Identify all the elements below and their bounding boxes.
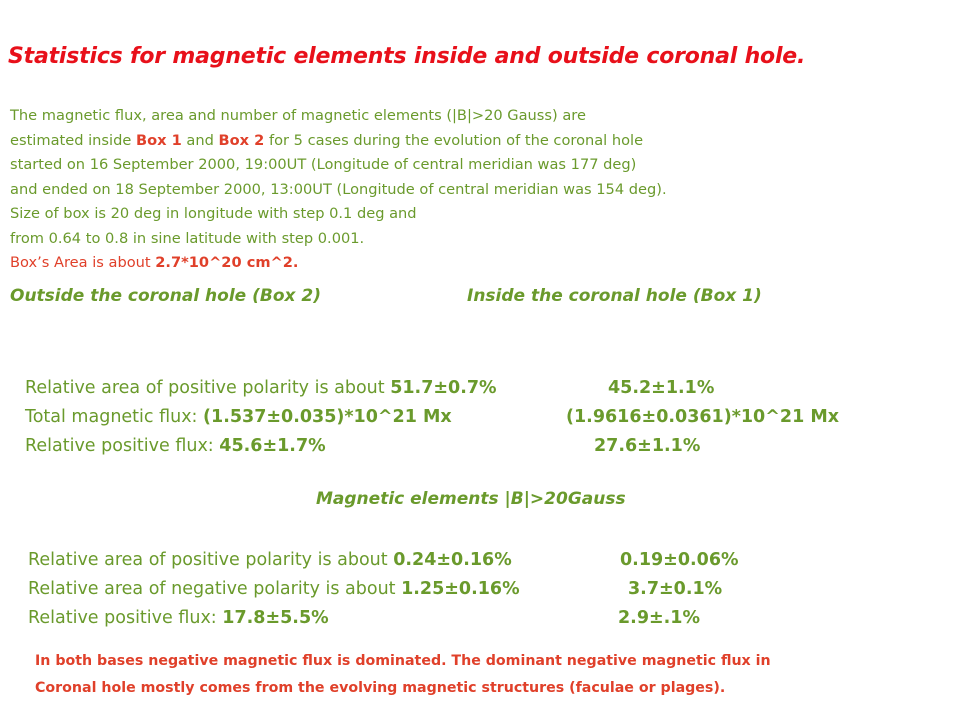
stat-label-text: Relative area of positive polarity is about [25, 378, 391, 398]
outside-value: (1.537±0.035)*10^21 Mx [203, 407, 452, 427]
stat-label-text: Relative positive flux: [25, 436, 220, 456]
intro-text: for 5 cases during the evolution of the coronal hole [264, 131, 644, 149]
outside-box-header: Outside the coronal hole (Box 2) [10, 286, 322, 306]
inside-value: 45.2±1.1% [608, 378, 715, 398]
inside-box-header: Inside the coronal hole (Box 1) [467, 286, 762, 306]
box-area-label: Box’s Area [10, 254, 88, 271]
inside-value: (1.9616±0.0361)*10^21 Mx [566, 407, 840, 427]
inside-value: 2.9±.1% [618, 608, 701, 628]
stat-label [25, 378, 497, 398]
stat-row [0, 579, 960, 608]
box-area-value: 2.7*10^20 cm^2. [155, 254, 299, 271]
stat-label-text: Relative area of negative polarity is about [28, 579, 402, 599]
conclusion-line: In both bases negative magnetic flux is dominated. The dominant negative magnetic flux in [35, 653, 771, 669]
intro-line: started on 16 September 2000, 19:00UT (Longitude of central meridian was 177 deg) [10, 156, 637, 173]
stat-label [28, 550, 512, 570]
stat-label [28, 608, 329, 628]
stat-row [0, 407, 960, 436]
box1-label: Box 1 [135, 131, 182, 149]
stat-label-text: Relative area of positive polarity is about [28, 550, 394, 570]
magnetic-elements-subheading: Magnetic elements |B|>20Gauss [316, 489, 626, 509]
intro-line [10, 129, 950, 154]
intro-line: The magnetic flux, area and number of magnetic elements (|B|>20 Gauss) are [10, 107, 586, 124]
stat-row [0, 436, 960, 465]
outside-value: 1.25±0.16% [401, 579, 520, 599]
stat-label [28, 579, 520, 599]
stat-label-text: Relative positive flux: [28, 608, 223, 628]
box-headers [10, 286, 762, 306]
outside-value: 51.7±0.7% [390, 378, 497, 398]
conclusion-line: Coronal hole mostly comes from the evolving magnetic structures (faculae or plages). [35, 680, 726, 696]
stat-label [25, 407, 452, 427]
inside-value: 3.7±0.1% [628, 579, 723, 599]
intro-text: is about [87, 254, 156, 271]
intro-line: from 0.64 to 0.8 in sine latitude with step 0.001. [10, 229, 365, 247]
intro-text: estimated inside [10, 131, 136, 149]
outside-value: 45.6±1.7% [219, 436, 326, 456]
outside-value: 17.8±5.5% [222, 608, 329, 628]
inside-value: 27.6±1.1% [594, 436, 701, 456]
stat-row [0, 378, 960, 407]
intro-line: Size of box is 20 deg in longitude with step 0.1 deg and [10, 205, 417, 222]
all-flux-stats [0, 378, 960, 465]
stat-row [0, 550, 960, 579]
intro-line: and ended on 18 September 2000, 13:00UT (Longitude of central meridian was 154 deg). [10, 180, 667, 198]
box-area-line [10, 251, 950, 276]
outside-value: 0.24±0.16% [393, 550, 512, 570]
stat-label [25, 436, 326, 456]
slide-title: Statistics for magnetic elements inside and outside coronal hole. [8, 44, 806, 69]
box2-label: Box 2 [218, 131, 265, 149]
inside-value: 0.19±0.06% [620, 550, 739, 570]
conclusion-note [35, 648, 771, 702]
intro-paragraph [10, 104, 950, 276]
magnetic-elements-stats [0, 550, 960, 637]
intro-text: and [181, 131, 219, 149]
stat-row [0, 608, 960, 637]
stat-label-text: Total magnetic flux: [25, 407, 204, 427]
